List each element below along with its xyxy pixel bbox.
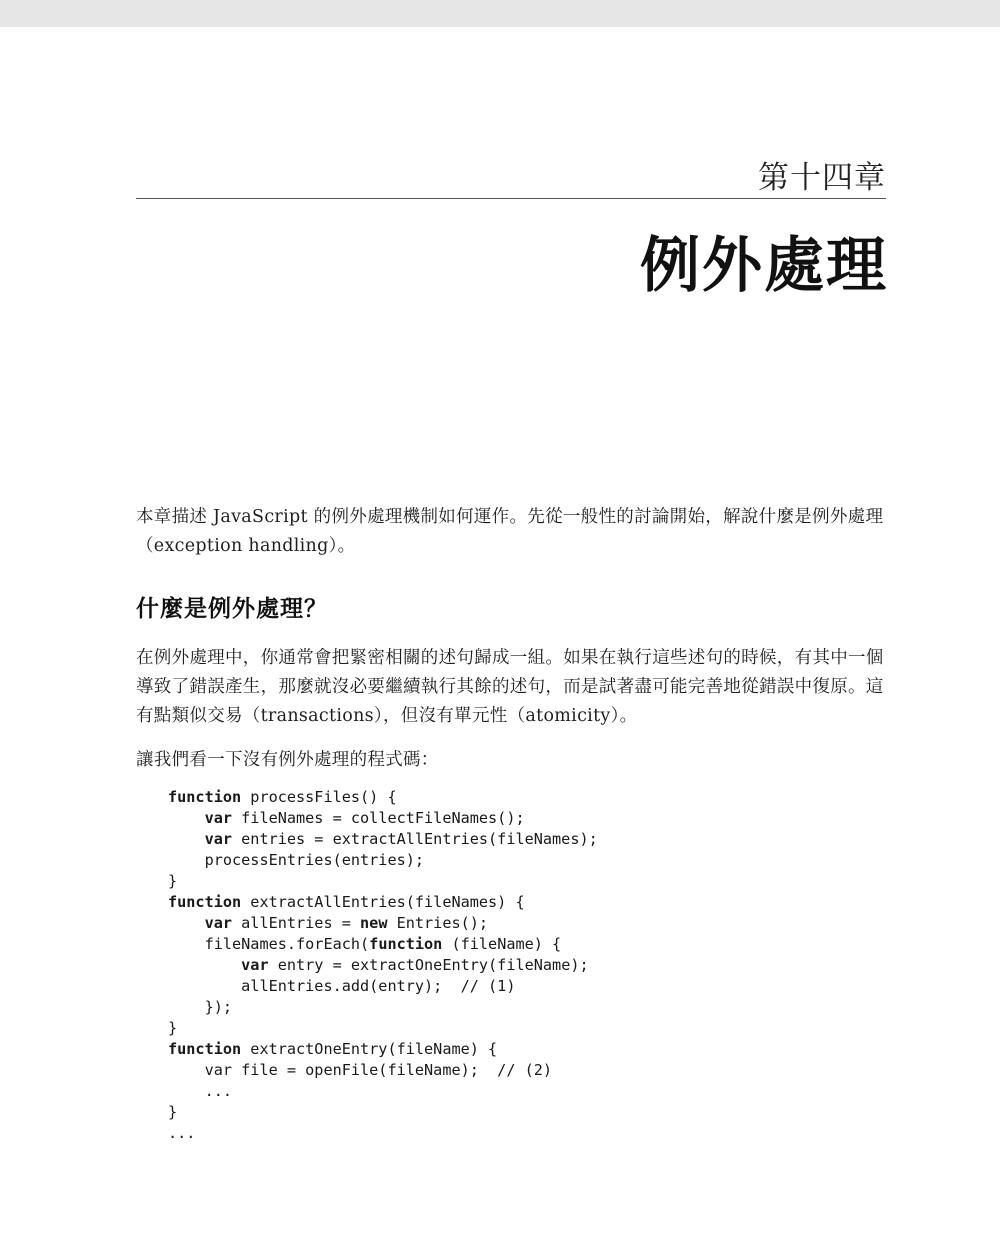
code-keyword: function <box>168 788 242 806</box>
code-text: } <box>168 872 178 890</box>
code-line <box>168 850 598 871</box>
code-text: extractOneEntry(fileName) { <box>241 1040 498 1058</box>
code-line <box>168 1102 598 1123</box>
code-keyword: var <box>204 809 233 827</box>
code-text: Entries(); <box>387 914 489 932</box>
code-line <box>168 1039 598 1060</box>
code-line <box>168 1081 598 1102</box>
code-text: var file = openFile(fileName); // (2) <box>204 1061 553 1079</box>
code-keyword: function <box>168 893 242 911</box>
intro-paragraph: 本章描述 JavaScript 的例外處理機制如何運作。先從一般性的討論開始，解說什麼是例外處理（exception handling）。 <box>136 507 884 556</box>
code-text: }); <box>204 998 233 1016</box>
code-keyword: var <box>204 830 233 848</box>
code-line <box>168 913 598 934</box>
code-text: } <box>168 1019 178 1037</box>
code-text: processEntries(entries); <box>204 851 425 869</box>
chapter-number: 第十四章 <box>758 160 886 196</box>
code-text: processFiles() { <box>241 788 397 806</box>
code-text: entry = extractOneEntry(fileName); <box>268 956 589 974</box>
code-line <box>168 871 598 892</box>
code-line <box>168 1060 598 1081</box>
code-text: fileNames = collectFileNames(); <box>232 809 525 827</box>
code-text: entries = extractAllEntries(fileNames); <box>232 830 598 848</box>
code-line <box>168 955 598 976</box>
code-keyword: new <box>360 914 388 932</box>
code-intro-paragraph: 讓我們看一下沒有例外處理的程式碼： <box>136 750 439 770</box>
chapter-divider <box>136 198 886 199</box>
code-line <box>168 787 598 808</box>
code-keyword: var <box>204 914 233 932</box>
scan-top-strip <box>0 0 1000 27</box>
code-line <box>168 808 598 829</box>
code-line <box>168 829 598 850</box>
code-keyword: function <box>369 935 443 953</box>
code-text: allEntries = <box>232 914 361 932</box>
code-line <box>168 934 598 955</box>
code-keyword: var <box>241 956 269 974</box>
code-keyword: function <box>168 1040 242 1058</box>
code-line <box>168 1018 598 1039</box>
body-paragraph: 在例外處理中，你通常會把緊密相關的述句歸成一組。如果在執行這些述句的時候，有其中一個導致了錯誤產生，那麼就沒必要繼續執行其餘的述句，而是試著盡可能完善地從錯誤中復原。這有點類似交易（transactions），但沒有單元性（atomicity）。 <box>136 648 884 726</box>
code-text: (fileName) { <box>442 935 562 953</box>
code-text: extractAllEntries(fileNames) { <box>241 893 525 911</box>
code-text: } <box>168 1103 178 1121</box>
code-text: allEntries.add(entry); // (1) <box>241 977 516 995</box>
code-line <box>168 1123 598 1144</box>
code-line <box>168 976 598 997</box>
section-heading: 什麼是例外處理？ <box>136 596 328 622</box>
code-text: ... <box>168 1124 196 1142</box>
chapter-title: 例外處理 <box>640 231 888 301</box>
code-line <box>168 892 598 913</box>
code-text: ... <box>204 1082 233 1100</box>
code-line <box>168 997 598 1018</box>
code-text: fileNames.forEach( <box>204 935 370 953</box>
code-listing <box>168 787 598 1144</box>
